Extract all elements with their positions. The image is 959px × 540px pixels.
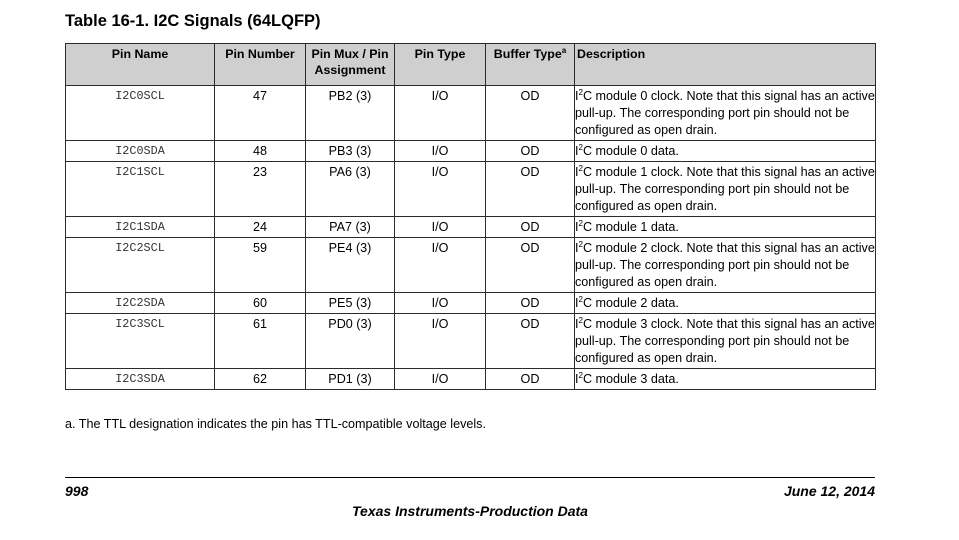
description-text: C module 1 clock. Note that this signal has an active pull-up. The corresponding port pin should not be configured as open drain. [575,165,875,213]
page-number: 998 [65,483,89,499]
description-text: C module 0 clock. Note that this signal has an active pull-up. The corresponding port pin should not be configured as open drain. [575,89,875,137]
header-pin-type: Pin Type [395,44,486,86]
header-buffer-type-label: Buffer Type [493,47,562,61]
cell-buffer-type: OD [486,293,575,314]
cell-buffer-type: OD [486,238,575,293]
cell-pin-type: I/O [395,293,486,314]
header-pin-mux [306,44,395,86]
description-text: C module 1 data. [582,220,679,234]
cell-description [575,86,876,141]
cell-pin-mux: PD1 (3) [306,369,395,390]
description-prefix: I [575,220,579,234]
cell-buffer-type: OD [486,369,575,390]
description-text: C module 3 clock. Note that this signal has an active pull-up. The corresponding port pin should not be configured as open drain. [575,317,875,365]
cell-pin-name: I2C2SCL [66,238,215,293]
cell-description [575,217,876,238]
cell-pin-type: I/O [395,162,486,217]
cell-pin-type: I/O [395,314,486,369]
description-superscript: 2 [578,87,583,97]
header-pin-number: Pin Number [215,44,306,86]
description-prefix: I [575,296,579,310]
description-superscript: 2 [578,163,583,173]
description-text: C module 2 data. [582,296,679,310]
cell-buffer-type: OD [486,141,575,162]
cell-pin-number: 59 [215,238,306,293]
cell-pin-mux: PB2 (3) [306,86,395,141]
cell-pin-type: I/O [395,141,486,162]
i2c-signals-table [65,43,876,390]
description-prefix: I [575,372,579,386]
cell-pin-type: I/O [395,238,486,293]
description-superscript: 2 [578,315,583,325]
description-superscript: 2 [578,142,583,152]
table-footnote: a. The TTL designation indicates the pin has TTL-compatible voltage levels. [65,417,486,431]
cell-description [575,369,876,390]
cell-pin-name: I2C2SDA [66,293,215,314]
description-prefix: I [575,317,579,331]
cell-pin-name: I2C1SCL [66,162,215,217]
cell-pin-number: 62 [215,369,306,390]
cell-pin-mux: PD0 (3) [306,314,395,369]
cell-pin-name: I2C3SDA [66,369,215,390]
description-text: C module 3 data. [582,372,679,386]
cell-pin-type: I/O [395,369,486,390]
cell-pin-number: 48 [215,141,306,162]
header-description: Description [575,44,876,86]
table-row [66,369,876,390]
description-prefix: I [575,144,579,158]
footer-rule [65,477,875,478]
header-pin-mux-line1: Pin Mux / Pin [311,47,389,61]
cell-description [575,293,876,314]
cell-pin-name: I2C1SDA [66,217,215,238]
cell-description [575,162,876,217]
cell-pin-number: 61 [215,314,306,369]
description-prefix: I [575,241,579,255]
document-date: June 12, 2014 [783,483,875,499]
header-buffer-type [486,44,575,86]
cell-pin-name: I2C0SCL [66,86,215,141]
cell-pin-number: 60 [215,293,306,314]
cell-pin-mux: PA6 (3) [306,162,395,217]
description-superscript: 2 [578,370,583,380]
cell-pin-mux: PA7 (3) [306,217,395,238]
header-pin-name: Pin Name [66,44,215,86]
cell-pin-number: 47 [215,86,306,141]
table-title: Table 16-1. I2C Signals (64LQFP) [65,12,321,30]
description-text: C module 0 data. [582,144,679,158]
cell-buffer-type: OD [486,162,575,217]
table-row [66,314,876,369]
cell-pin-type: I/O [395,86,486,141]
table-row [66,217,876,238]
cell-pin-mux: PE4 (3) [306,238,395,293]
description-prefix: I [575,89,579,103]
description-superscript: 2 [578,294,583,304]
header-buffer-type-footnote-mark: a [561,45,567,55]
table-row [66,293,876,314]
cell-description [575,238,876,293]
table-row [66,86,876,141]
cell-description [575,141,876,162]
cell-pin-mux: PB3 (3) [306,141,395,162]
cell-pin-mux: PE5 (3) [306,293,395,314]
cell-description [575,314,876,369]
table-header-row [66,44,876,86]
publisher-line: Texas Instruments-Production Data [352,503,588,519]
description-superscript: 2 [578,218,583,228]
cell-buffer-type: OD [486,217,575,238]
header-pin-mux-line2: Assignment [314,63,386,77]
table-row [66,162,876,217]
table-body [66,86,876,390]
cell-pin-name: I2C0SDA [66,141,215,162]
cell-buffer-type: OD [486,314,575,369]
description-superscript: 2 [578,239,583,249]
cell-buffer-type: OD [486,86,575,141]
cell-pin-name: I2C3SCL [66,314,215,369]
description-prefix: I [575,165,579,179]
table-row [66,141,876,162]
cell-pin-number: 24 [215,217,306,238]
cell-pin-number: 23 [215,162,306,217]
description-text: C module 2 clock. Note that this signal has an active pull-up. The corresponding port pin should not be configured as open drain. [575,241,875,289]
cell-pin-type: I/O [395,217,486,238]
table-row [66,238,876,293]
